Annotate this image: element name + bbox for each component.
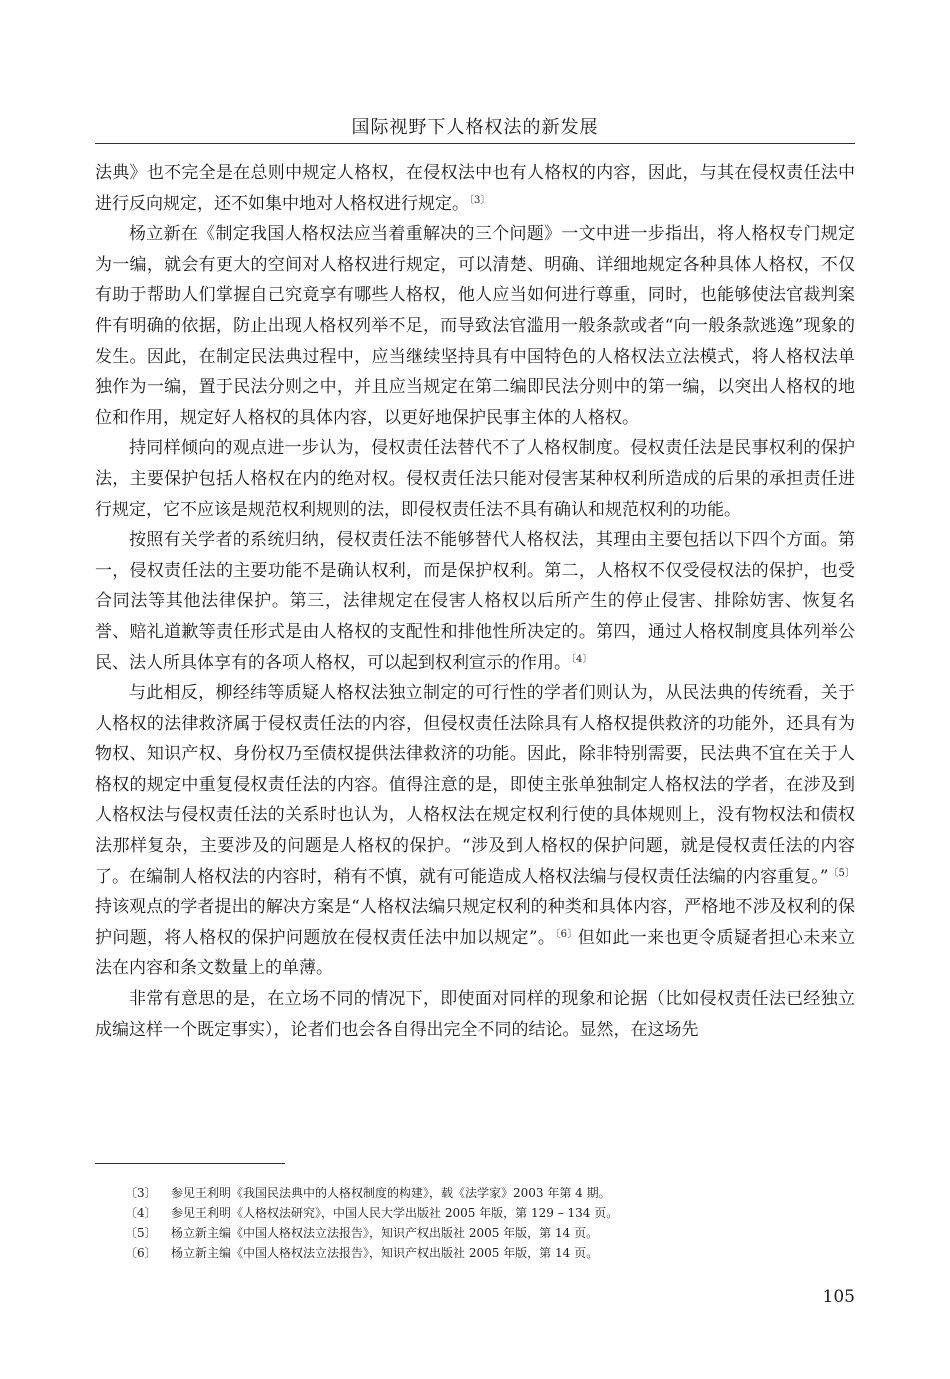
footnote-text: 参见王利明《我国民法典中的人格权制度的构建》，载《法学家》2003 年第 4 期。 xyxy=(171,1186,611,1200)
running-head-title: 国际视野下人格权法的新发展 xyxy=(351,117,599,138)
paragraph-text: 持同样倾向的观点进一步认为，侵权责任法替代不了人格权制度。侵权责任法是民事权利的保护法，主要保护包括人格权在内的绝对权。侵权责任法只能对侵害某种权利所造成的后果的承担责任进行规定，它不应该是规范权利规则的法，即侵权责任法不具有确认和规范权利的功能。 xyxy=(95,438,855,520)
footnote-number: 〔4〕 xyxy=(125,1206,157,1220)
footnote-item xyxy=(125,1203,845,1223)
page-number: 105 xyxy=(822,1287,855,1307)
footnote-text: 参见王利明《人格权法研究》，中国人民大学出版社 2005 年版，第 129 – 134 页。 xyxy=(171,1206,619,1220)
footnote-reference: 〔4〕 xyxy=(571,653,593,665)
footnote-reference: 〔3〕 xyxy=(469,194,491,206)
paragraph-text: 杨立新在《制定我国人格权法应当着重解决的三个问题》一文中进一步指出，将人格权专门规定为一编，就会有更大的空间对人格权进行规定，可以清楚、明确、详细地规定各种具体人格权，不仅有助于帮助人们掌握自己究竟享有哪些人格权，他人应当如何进行尊重，同时，也能够使法官裁判案件有明确的依据，防止出现人格权列举不足，而导致法官滥用一般条款或者“向一般条款逃逸”现象的发生。因此，在制定民法典过程中，应当继续坚持具有中国特色的人格权法立法模式，将人格权法单独作为一编，置于民法分则之中，并且应当规定在第二编即民法分则中的第一编，以突出人格权的地位和作用，规定好人格权的具体内容，以更好地保护民事主体的人格权。 xyxy=(95,224,855,428)
paragraph-text: 持该观点的学者提出的解决方案是“人格权法编只规定权利的种类和具体内容，严格地不涉及权利的保护问题，将人格权的保护问题放在侵权责任法中加以规定”。 xyxy=(95,897,855,948)
footnote-item xyxy=(125,1223,845,1243)
footnote-number: 〔5〕 xyxy=(125,1226,157,1240)
footnote-item xyxy=(125,1183,845,1203)
header-rule xyxy=(95,143,855,144)
paragraph-text: 非常有意思的是，在立场不同的情况下，即使面对同样的现象和论据（比如侵权责任法已经独立成编这样一个既定事实），论者们也会各自得出完全不同的结论。显然，在这场先 xyxy=(95,989,855,1040)
body-paragraph xyxy=(95,158,855,219)
paragraph-text: 与此相反，柳经纬等质疑人格权法独立制定的可行性的学者们则认为，从民法典的传统看，关于人格权的法律救济属于侵权责任法的内容，但侵权责任法除具有人格权提供救济的功能外，还具有为物权、知识产权、身份权乃至债权提供法律救济的功能。因此，除非特别需要，民法典不宜在关于人格权的规定中重复侵权责任法的内容。值得注意的是，即使主张单独制定人格权法的学者，在涉及到人格权法与侵权责任法的关系时也认为，人格权法在规定权利行使的具体规则上，没有物权法和债权法那样复杂，主要涉及的问题是人格权的保护。“涉及到人格权的保护问题，就是侵权责任法的内容了。在编制人格权法的内容时，稍有不慎，就有可能造成人格权法编与侵权责任法编的内容重复。” xyxy=(95,683,855,887)
body-paragraph xyxy=(95,433,855,525)
footnote-separator xyxy=(95,1163,285,1164)
paragraph-text: 法典》也不完全是在总则中规定人格权，在侵权法中也有人格权的内容，因此，与其在侵权责任法中进行反向规定，还不如集中地对人格权进行规定。 xyxy=(95,163,855,214)
body-text xyxy=(95,158,855,1045)
footnote-number: 〔3〕 xyxy=(125,1186,157,1200)
footnote-number: 〔6〕 xyxy=(125,1246,157,1260)
body-paragraph xyxy=(95,678,855,984)
footnote-item xyxy=(125,1243,845,1263)
body-paragraph xyxy=(95,219,855,433)
body-paragraph xyxy=(95,525,855,678)
body-paragraph xyxy=(95,984,855,1045)
paragraph-text: 但如此一来也更令质疑者担心未来立法在内容和条文数量上的单薄。 xyxy=(95,927,855,979)
footnote-reference: 〔5〕 xyxy=(828,867,855,879)
footnote-text: 杨立新主编《中国人格权法立法报告》，知识产权出版社 2005 年版，第 14 页。 xyxy=(171,1246,599,1260)
footnote-text: 杨立新主编《中国人格权法立法报告》，知识产权出版社 2005 年版，第 14 页。 xyxy=(171,1226,599,1240)
footnote-reference: 〔6〕 xyxy=(555,928,578,940)
footnotes xyxy=(125,1183,845,1263)
paragraph-text: 按照有关学者的系统归纳，侵权责任法不能够替代人格权法，其理由主要包括以下四个方面。第一，侵权责任法的主要功能不是确认权利，而是保护权利。第二，人格权不仅受侵权法的保护，也受合同法等其他法律保护。第三，法律规定在侵害人格权以后所产生的停止侵害、排除妨害、恢复名誉、赔礼道歉等责任形式是由人格权的支配性和排他性所决定的。第四，通过人格权制度具体列举公民、法人所具体享有的各项人格权，可以起到权利宣示的作用。 xyxy=(95,530,855,673)
